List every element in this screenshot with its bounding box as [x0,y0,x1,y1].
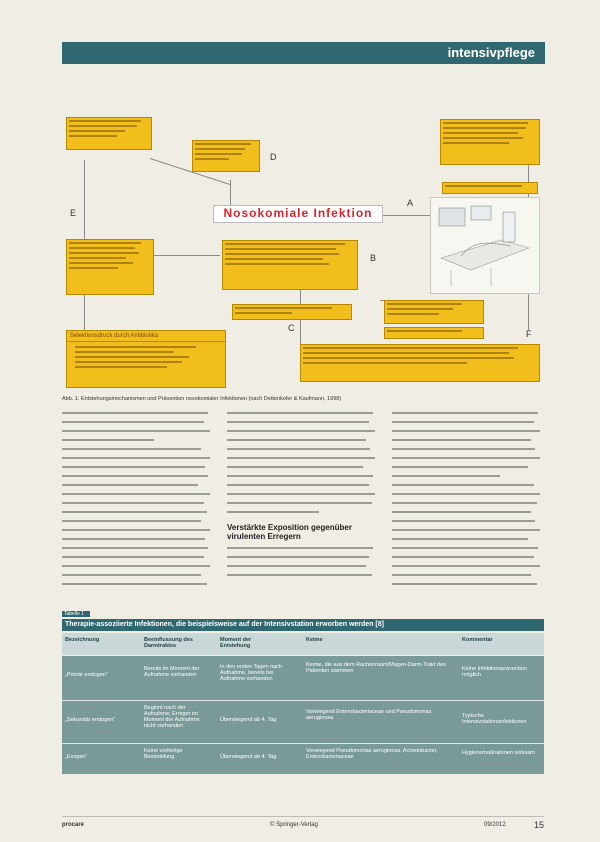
table-cell: Typische Intensivstationsinfektionen [462,713,527,725]
table-cell: „Sekundär endogen“ [65,717,116,723]
table-header: Kommentar [462,637,493,643]
footer-rule [62,816,544,817]
page-number: 15 [534,820,545,830]
table-cell: „Exogen“ [65,754,88,760]
figure-letter-c: C [288,323,295,333]
table-cell: In den ersten Tagen nach Aufnahme, bereits bei Aufnahme vorhanden [220,664,282,682]
figure-box-right-mid [384,300,484,324]
figure-box-top-left [66,117,152,150]
figure-letter-d: D [270,152,277,162]
figure-box-right-f [384,327,484,339]
figure-box-bottom-right [300,344,540,382]
icu-bed-icon [431,198,539,293]
table-cell: Keime, die aus dem Rachenraum/Magen-Darm-Trakt des Patienten stammen [306,662,446,674]
table-row [62,656,544,700]
figure-box-lower-center [232,304,352,320]
text-column-1 [62,412,216,608]
table-label: Tabelle 1 [62,611,90,617]
antibiotic-pressure-box [66,330,226,388]
text-column-2 [227,412,381,608]
table-row [62,701,544,743]
footer-journal: procare [62,822,85,828]
antibiotic-label: Selektionsdruck durch Antibiotika [67,331,225,342]
table-header: Moment der Entstehung [220,637,252,649]
table-cell: Keine vorherige Besiedelung [144,748,183,760]
figure-box-mid-left [66,239,154,295]
table-header: Beeinflussung des Darmtraktes [144,637,193,649]
table-header: Bezeichnung [65,637,100,643]
table-cell: Überwiegend ab 4. Tag [220,754,277,760]
table-cell: Hygienemaßnahmen wirksam [462,750,535,756]
table-cell: Keine Infektionsprävention möglich [462,666,527,678]
section-title: intensivpflege [447,45,535,60]
connector-line [150,255,220,256]
table-row [62,744,544,774]
table-cell: Vorwiegend Pseudomonas aeruginosa, Acinetobacter, Enterobacteriaceae [306,748,438,760]
figure-box-top-right [440,119,540,165]
figure-box-right-label [442,182,538,194]
subheading: Verstärkte Exposition gegenüber virulenten Erregern [227,523,352,541]
table-cell: „Primär endogen“ [65,672,108,678]
figure-letter-b: B [370,253,377,263]
section-header [62,42,545,64]
table-cell: Vorwiegend Enterobacteriaceae und Pseudomonas aeruginosa [306,709,432,721]
table-cell: Beginnt nach der Aufnahme; Erreger im Moment der Aufnahme nicht vorhanden [144,705,200,729]
text-column-3 [392,412,546,608]
figure-box-top-center [192,140,260,172]
table-title: Therapie-assoziierte Infektionen, die beispielsweise auf der Intensivstation erworben werden [8] [62,619,544,631]
figure-center-label: Nosokomiale Infektion [213,205,383,223]
icu-illustration [430,197,540,294]
figure-caption: Abb. 1: Entstehungsmechanismen und Prävention nosokomialer Infektionen (nach Dettenkofer & Kaufmann, 1998) [62,396,342,402]
table-header: Keime [306,637,323,643]
table-cell: Bereits im Moment der Aufnahme vorhanden [144,666,200,678]
figure-letter-a: A [407,198,414,208]
table-cell: Überwiegend ab 4. Tag [220,717,277,723]
figure-letter-f: F [526,329,532,339]
figure-box-mid-center [222,240,358,290]
footer-issue: 09/2012 [484,822,506,828]
footer-publisher: © Springer-Verlag [270,822,318,828]
table-header-row [62,633,544,655]
figure-letter-e: E [70,208,77,218]
connector-line [230,180,231,208]
